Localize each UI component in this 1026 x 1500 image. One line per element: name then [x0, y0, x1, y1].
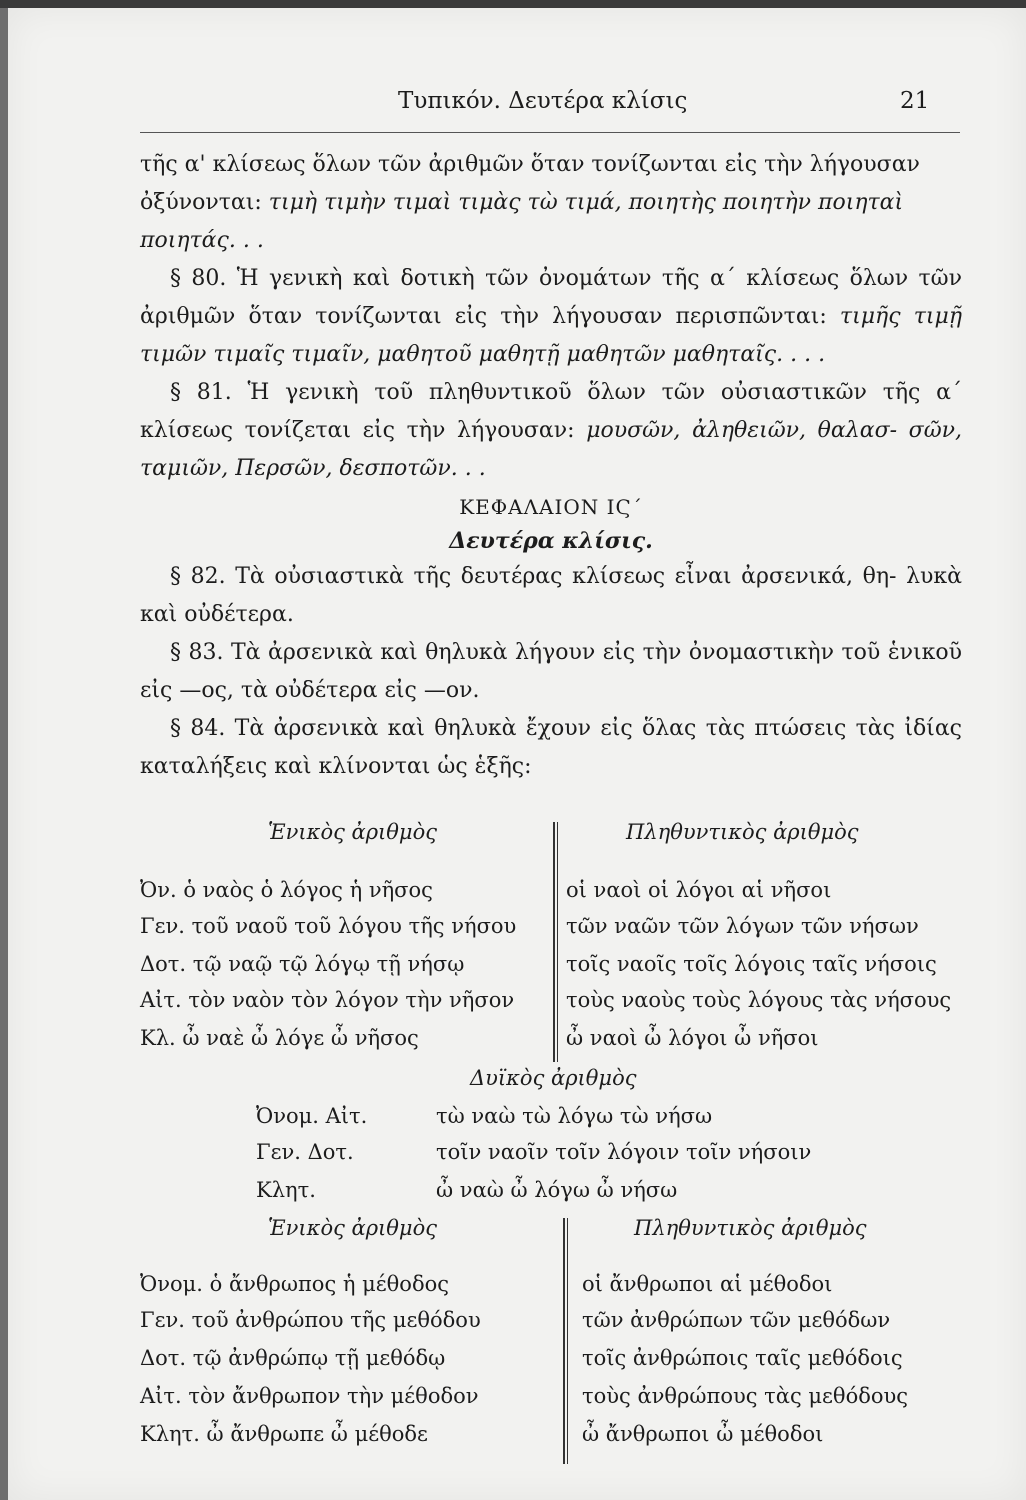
dual-label: Ὀνομ. Αἰτ. — [256, 1104, 368, 1128]
paragraph-80 — [140, 260, 962, 374]
chapter-title: ΚΕΦΑΛΑΙΟΝ ΙϚ΄ — [459, 495, 643, 519]
page-number: 21 — [900, 88, 930, 114]
singular-header: Ἑνικὸς ἀριθμὸς — [268, 820, 437, 844]
text-line: § 82. Τὰ οὐσιαστικὰ τῆς δευτέρας κλίσεως εἶναι ἀρσενικά, θη- — [170, 564, 897, 589]
plural-row: οἱ ναοὶ οἱ λόγοι αἱ νῆσοι — [566, 878, 832, 902]
dual-forms: τοῖν ναοῖν τοῖν λόγοιν τοῖν νήσοιν — [436, 1140, 812, 1164]
header-rule — [140, 132, 960, 133]
plural-row: ὦ ἄνθρωποι ὦ μέθοδοι — [582, 1422, 824, 1446]
text-line: α΄ κλίσεως τονίζεται εἰς τὴν λήγουσαν: — [140, 380, 962, 443]
page-body — [140, 146, 962, 786]
column-divider — [563, 1218, 565, 1464]
singular-row: Γεν. τοῦ ἀνθρώπου τῆς μεθόδου — [140, 1308, 481, 1332]
text-line: § 84. Τὰ ἀρσενικὰ καὶ θηλυκὰ ἔχουν εἰς ὅλας τὰς πτώσεις — [170, 716, 847, 741]
text-line: λυκὰ καὶ οὐδέτερα. — [140, 564, 962, 627]
examples: τιμῇ τιμῶν τιμαῖς τιμαῖν, μαθητοῦ μαθητῇ μαθητῶν μαθηταῖς. . . . — [140, 304, 962, 367]
examples: μουσῶν, ἀληθειῶν, θαλασ- — [586, 418, 898, 443]
column-divider — [567, 1218, 568, 1464]
singular-row: Ὀνομ. ὁ ἄνθρωπος ἡ μέθοδος — [140, 1272, 450, 1296]
paragraph-83 — [140, 634, 962, 710]
singular-header: Ἑνικὸς ἀριθμὸς — [268, 1216, 437, 1240]
text-line: τὰς ἰδίας καταλήξεις καὶ κλίνονται ὡς ἑξῆς: — [140, 716, 962, 779]
running-head: Τυπικόν. Δευτέρα κλίσις — [398, 88, 688, 114]
page-header — [0, 88, 1026, 122]
plural-row: τοῖς ναοῖς τοῖς λόγοις ταῖς νήσοις — [566, 952, 937, 976]
plural-row: τοὺς ναοὺς τοὺς λόγους τὰς νήσους — [566, 988, 952, 1012]
text-line: § 80. Ἡ γενικὴ καὶ δοτικὴ τῶν ὀνομάτων τῆς α΄ κλίσεως ὅλων — [170, 266, 909, 291]
examples: τιμὴ τιμὴν τιμαὶ τιμὰς τὼ τιμά, ποιητὴς ποιητὴν ποιηταὶ — [268, 190, 904, 215]
text-line: ποιητάς. . . — [140, 228, 264, 253]
examples: τιμῆς — [839, 304, 901, 329]
plural-row: τοῖς ἀνθρώποις ταῖς μεθόδοις — [582, 1346, 903, 1370]
column-divider — [557, 822, 558, 1062]
column-divider — [553, 822, 555, 1062]
dual-label: Γεν. Δοτ. — [256, 1140, 354, 1164]
plural-row: ὦ ναοὶ ὦ λόγοι ὦ νῆσοι — [566, 1026, 819, 1050]
plural-header: Πληθυντικὸς ἀριθμὸς — [626, 820, 859, 844]
singular-row: Δοτ. τῷ ναῷ τῷ λόγῳ τῇ νήσῳ — [140, 952, 465, 976]
text-line: § 81. Ἡ γενικὴ τοῦ πληθυντικοῦ ὅλων τῶν οὐσιαστικῶν τῆς — [170, 380, 921, 405]
plural-row: οἱ ἄνθρωποι αἱ μέθοδοι — [582, 1272, 833, 1296]
text-line: τῆς α' κλίσεως ὅλων τῶν ἀριθμῶν ὅταν τονίζωνται εἰς τὴν λήγουσαν — [140, 152, 920, 177]
paragraph-82 — [140, 558, 962, 634]
plural-header: Πληθυντικὸς ἀριθμὸς — [634, 1216, 867, 1240]
text-line: τῶν ἀριθμῶν ὅταν τονίζωνται εἰς τὴν λήγουσαν περισπῶνται: — [140, 266, 962, 329]
plural-row: τῶν ἀνθρώπων τῶν μεθόδων — [582, 1308, 891, 1332]
paragraph-81 — [140, 374, 962, 488]
text-line: ὀξύνονται: — [140, 190, 269, 215]
plural-row: τοὺς ἀνθρώπους τὰς μεθόδους — [582, 1384, 909, 1408]
dual-forms: τὼ ναὼ τὼ λόγω τὼ νήσω — [436, 1104, 713, 1128]
chapter-subtitle: Δευτέρα κλίσις. — [449, 528, 653, 554]
paragraph-79 — [140, 146, 962, 260]
singular-row: Κλητ. ὦ ἄνθρωπε ὦ μέθοδε — [140, 1422, 428, 1446]
singular-row: Γεν. τοῦ ναοῦ τοῦ λόγου τῆς νήσου — [140, 914, 517, 938]
singular-row: Κλ. ὦ ναὲ ὦ λόγε ὦ νῆσος — [140, 1026, 419, 1050]
singular-row: Ὀν. ὁ ναὸς ὁ λόγος ἡ νῆσος — [140, 878, 433, 902]
text-line: τοῦ ἑνικοῦ εἰς —ος, τὰ οὐδέτερα εἰς —ον. — [140, 640, 962, 703]
text-line: § 83. Τὰ ἀρσενικὰ καὶ θηλυκὰ λήγουν εἰς τὴν ὀνομαστικὴν — [170, 640, 834, 665]
dual-label: Κλητ. — [256, 1178, 316, 1202]
paragraph-84 — [140, 710, 962, 786]
dual-header: Δυϊκὸς ἀριθμὸς — [470, 1066, 637, 1090]
singular-row: Αἰτ. τὸν ναὸν τὸν λόγον τὴν νῆσον — [140, 988, 515, 1012]
dual-forms: ὦ ναὼ ὦ λόγω ὦ νήσω — [436, 1178, 678, 1202]
plural-row: τῶν ναῶν τῶν λόγων τῶν νήσων — [566, 914, 919, 938]
singular-row: Αἰτ. τὸν ἄνθρωπον τὴν μέθοδον — [140, 1384, 479, 1408]
examples: σῶν, ταμιῶν, Περσῶν, δεσποτῶν. . . — [140, 418, 962, 481]
top-border — [0, 0, 1026, 8]
singular-row: Δοτ. τῷ ἀνθρώπῳ τῇ μεθόδῳ — [140, 1346, 446, 1370]
